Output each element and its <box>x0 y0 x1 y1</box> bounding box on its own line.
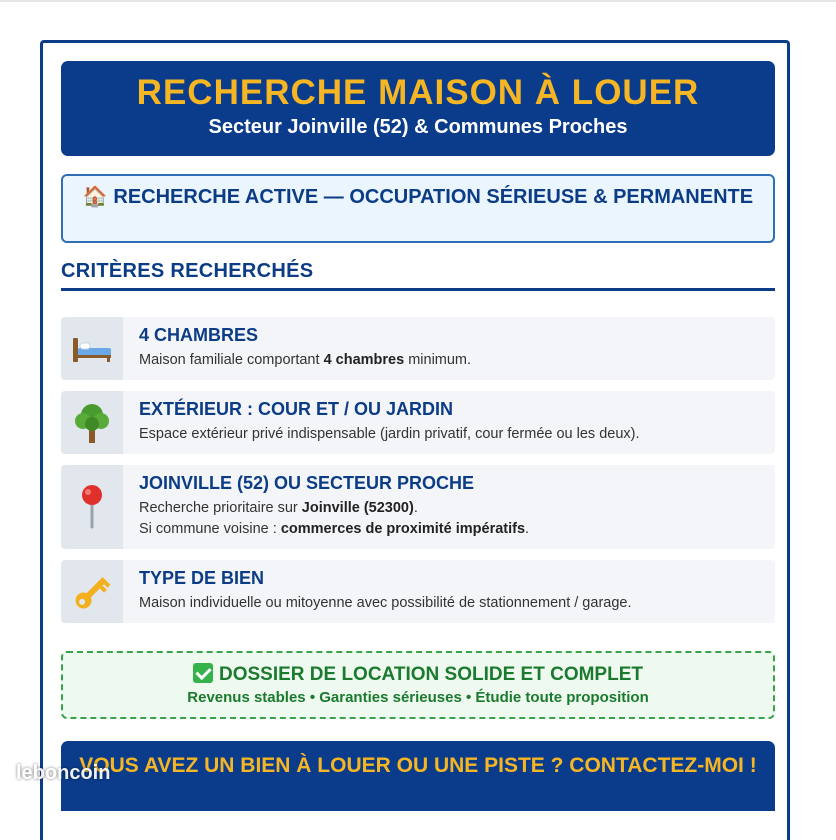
active-search-notice <box>61 174 775 243</box>
criterion-title: EXTÉRIEUR : COUR ET / OU JARDIN <box>139 399 454 419</box>
leboncoin-watermark: leboncoin <box>16 762 111 784</box>
criterion-bedrooms <box>61 317 775 380</box>
contact-banner <box>61 741 775 811</box>
bed-icon <box>61 317 123 380</box>
check-mark-icon <box>193 663 213 683</box>
tree-icon <box>61 391 123 454</box>
active-search-text: RECHERCHE ACTIVE — OCCUPATION SÉRIEUSE & PERMANENTE <box>113 186 754 208</box>
criterion-title: 4 CHAMBRES <box>139 325 259 345</box>
section-title: CRITÈRES RECHERCHÉS <box>61 260 314 282</box>
criterion-title: JOINVILLE (52) OU SECTEUR PROCHE <box>139 473 475 493</box>
criterion-description: Maison familiale comportant 4 chambres minimum. <box>139 352 472 368</box>
house-emoji-icon: 🏠 <box>82 186 108 208</box>
rental-file-notice <box>61 651 775 719</box>
criterion-outdoor <box>61 391 775 454</box>
criterion-description: Espace extérieur privé indispensable (jardin privatif, cour fermée ou les deux). <box>139 426 640 442</box>
dossier-subtitle: Revenus stables • Garanties sérieuses • Étudie toute proposition <box>187 689 649 706</box>
page-subtitle: Secteur Joinville (52) & Communes Proches <box>208 116 628 138</box>
map-pin-icon <box>61 465 123 549</box>
dossier-title: DOSSIER DE LOCATION SOLIDE ET COMPLET <box>218 664 643 685</box>
page-title: RECHERCHE MAISON À LOUER <box>136 73 700 112</box>
key-icon <box>61 560 123 623</box>
criterion-description: Maison individuelle ou mitoyenne avec possibilité de stationnement / garage. <box>139 595 632 611</box>
section-divider <box>61 288 775 291</box>
criterion-description: Recherche prioritaire sur Joinville (52300). Si commune voisine : commerces de proximité impératifs. <box>139 500 530 537</box>
header-banner <box>61 61 775 156</box>
top-divider <box>0 0 836 2</box>
criterion-property-type <box>61 560 775 623</box>
criterion-location <box>61 465 775 549</box>
contact-text: VOUS AVEZ UN BIEN À LOUER OU UNE PISTE ? CONTACTEZ-MOI ! <box>79 754 757 777</box>
criterion-title: TYPE DE BIEN <box>139 568 265 588</box>
